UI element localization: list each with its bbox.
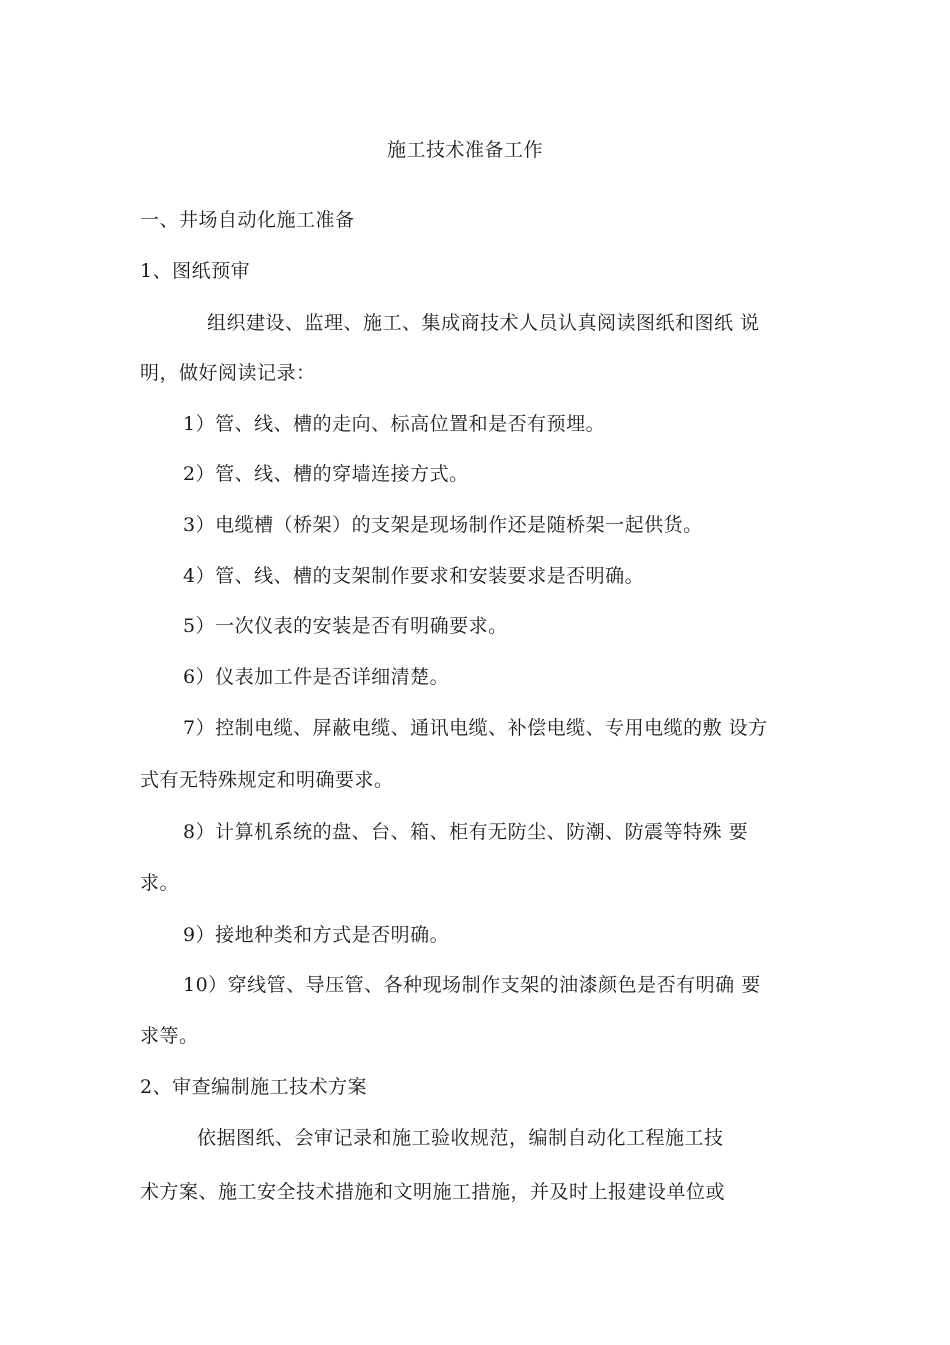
list-item-5: 5）一次仪表的安装是否有明确要求。 (183, 615, 508, 637)
document-title: 施工技术准备工作 (386, 139, 543, 161)
list-item-4: 4）管、线、槽的支架制作要求和安装要求是否明确。 (183, 565, 645, 587)
paragraph-line: 组织建设、监理、施工、集成商技术人员认真阅读图纸和图纸 说 (207, 312, 760, 334)
list-item-1: 1）管、线、槽的走向、标高位置和是否有预埋。 (183, 413, 606, 435)
paragraph-line: 明，做好阅读记录： (140, 362, 316, 384)
list-item-3: 3）电缆槽（桥架）的支架是现场制作还是随桥架一起供货。 (183, 514, 703, 536)
list-item-9: 9）接地种类和方式是否明确。 (183, 924, 450, 946)
subsection-heading-technical-plan: 2、审查编制施工技术方案 (140, 1076, 368, 1098)
list-item-6: 6）仪表加工件是否详细清楚。 (183, 666, 450, 688)
subsection-heading-drawing-review: 1、图纸预审 (140, 260, 251, 282)
list-item-10: 10）穿线管、导压管、各种现场制作支架的油漆颜色是否有明确 要 (183, 974, 761, 996)
list-item-10-continuation: 求等。 (140, 1025, 199, 1047)
section-heading-1: 一、井场自动化施工准备 (140, 209, 355, 231)
list-item-7: 7）控制电缆、屏蔽电缆、通讯电缆、补偿电缆、专用电缆的敷 设方 (183, 717, 768, 739)
list-item-2: 2）管、线、槽的穿墙连接方式。 (183, 463, 469, 485)
list-item-8: 8）计算机系统的盘、台、箱、柜有无防尘、防潮、防震等特殊 要 (183, 821, 749, 843)
paragraph-line: 术方案、施工安全技术措施和文明施工措施，并及时上报建设单位或 (140, 1181, 726, 1203)
paragraph-line: 依据图纸、会审记录和施工验收规范，编制自动化工程施工技 (197, 1127, 724, 1149)
list-item-7-continuation: 式有无特殊规定和明确要求。 (140, 769, 394, 791)
list-item-8-continuation: 求。 (140, 872, 180, 894)
